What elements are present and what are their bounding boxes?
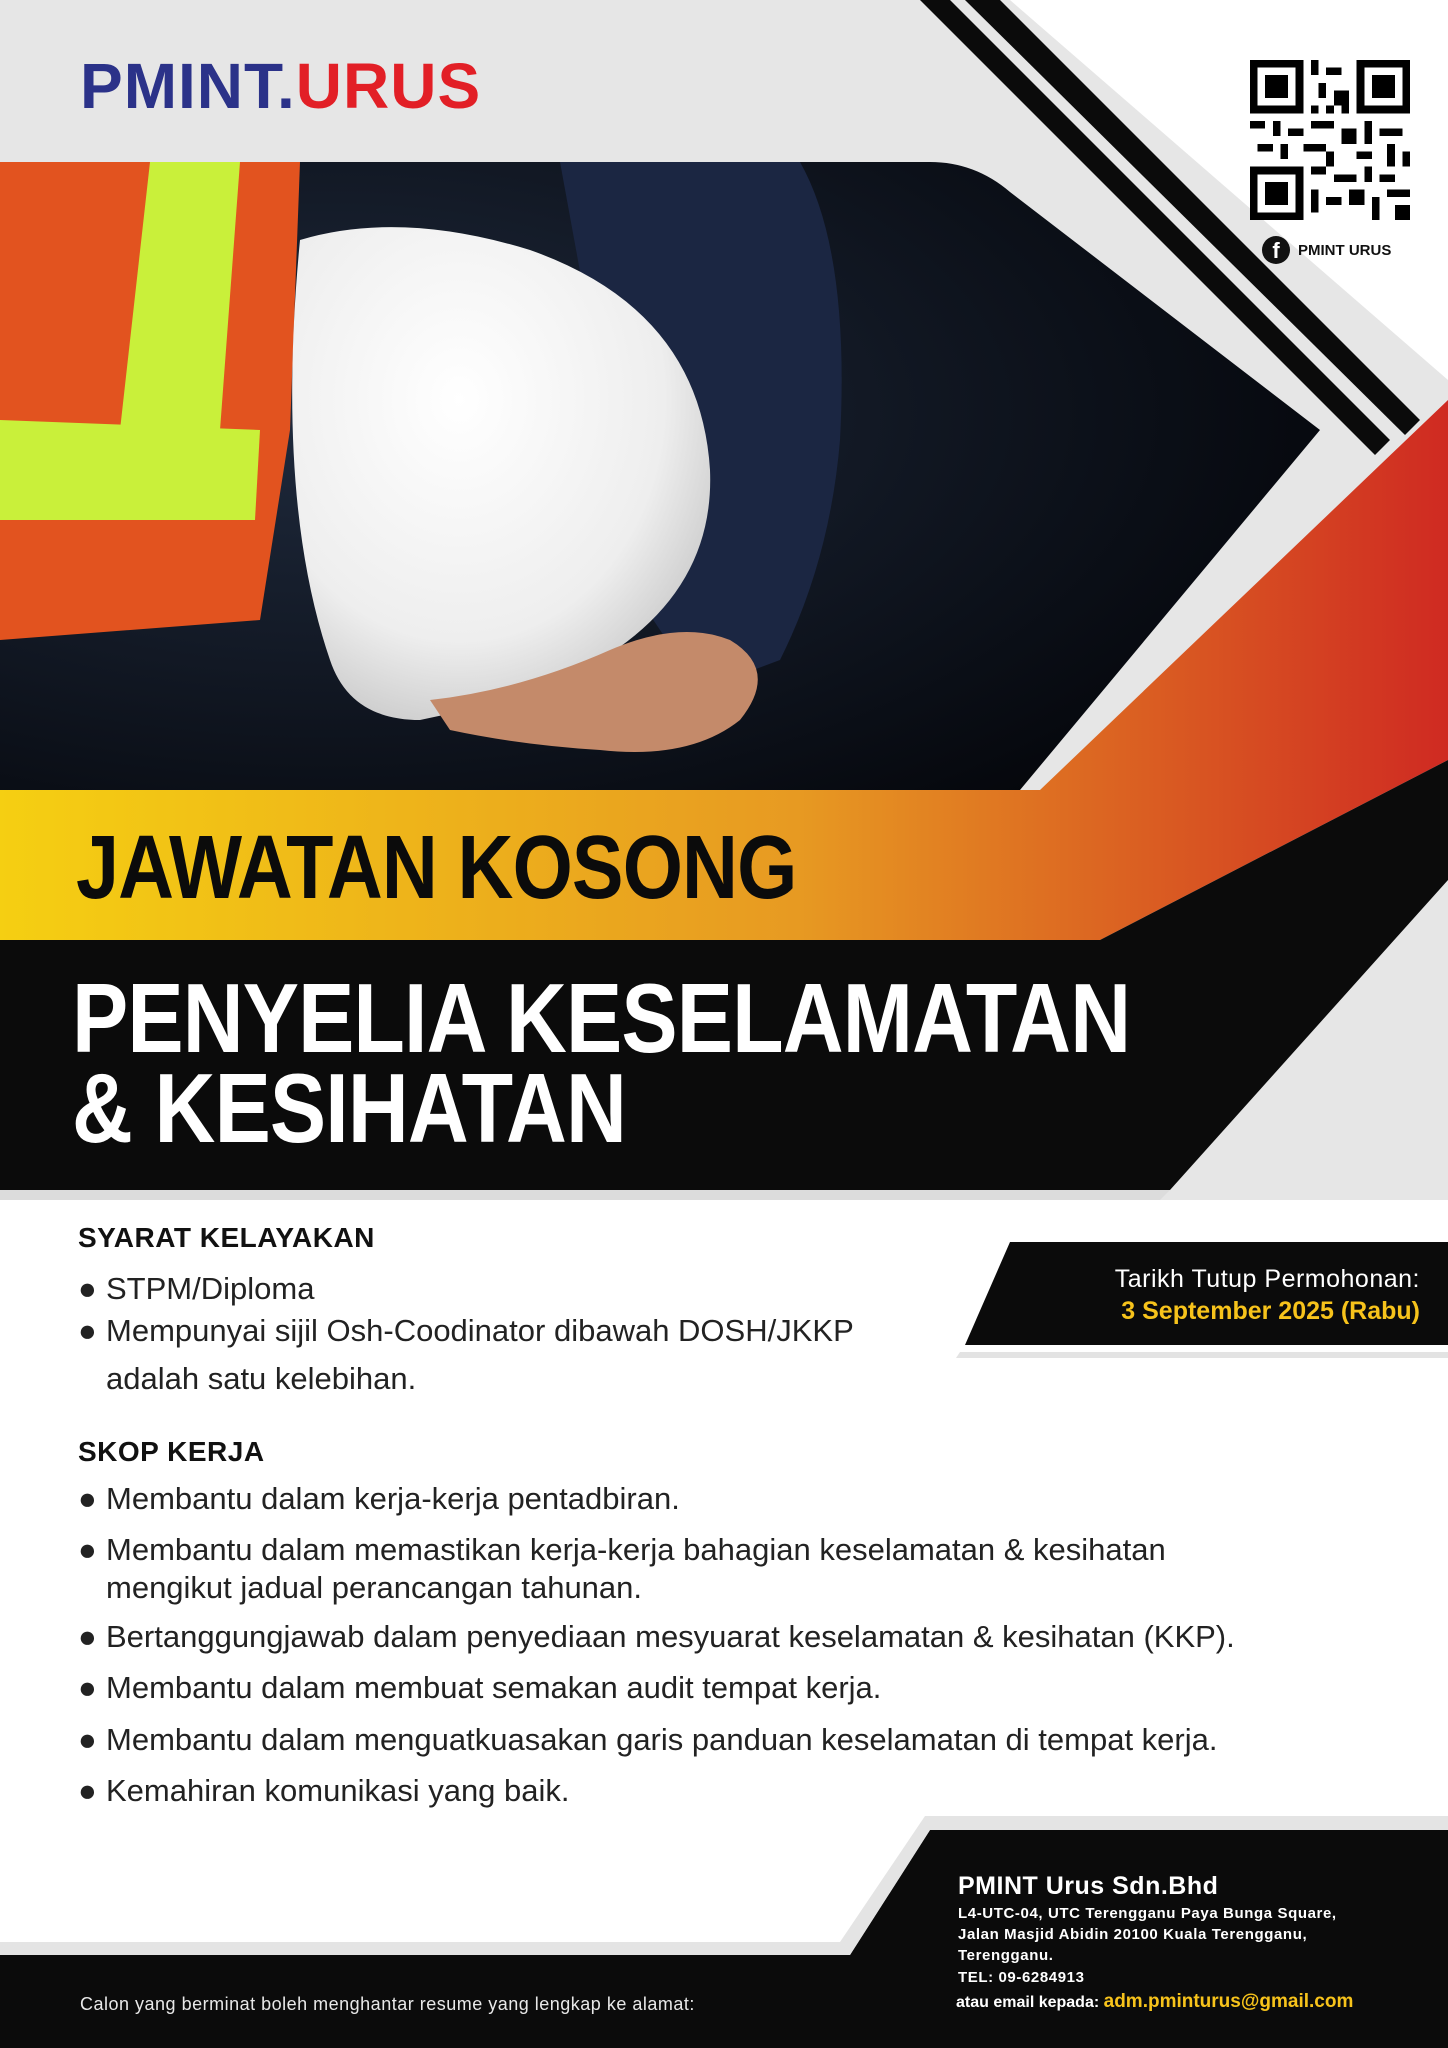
logo-part-1: PMINT bbox=[80, 50, 277, 122]
company-logo bbox=[80, 48, 481, 124]
email-line bbox=[956, 1991, 1353, 2013]
scope-item: ● Bertanggungjawab dalam penyediaan mesyuarat keselamatan & kesihatan (KKP). bbox=[78, 1619, 1235, 1654]
logo-dot: . bbox=[277, 50, 296, 122]
closing-date-label: Tarikh Tutup Permohonan: bbox=[1114, 1265, 1420, 1293]
logo-part-2: URUS bbox=[295, 50, 482, 122]
address-line: Jalan Masjid Abidin 20100 Kuala Terengganu, bbox=[958, 1926, 1308, 1943]
scope-item: ● Kemahiran komunikasi yang baik. bbox=[78, 1773, 570, 1808]
qr-code[interactable] bbox=[1250, 60, 1410, 220]
position-title-line-2: & KESIHATAN bbox=[72, 1053, 626, 1163]
requirements-heading: SYARAT KELAYAKAN bbox=[78, 1222, 375, 1253]
requirement-item: ● STPM/Diploma bbox=[78, 1271, 315, 1306]
company-name: PMINT Urus Sdn.Bhd bbox=[958, 1872, 1219, 1900]
scope-item: ● Membantu dalam memastikan kerja-kerja bahagian keselamatan & kesihatan mengikut jadual perancangan tahunan. bbox=[78, 1532, 1166, 1605]
address-line: Terengganu. bbox=[958, 1947, 1054, 1964]
address-line: L4-UTC-04, UTC Terengganu Paya Bunga Square, bbox=[958, 1905, 1337, 1922]
facebook-icon: f bbox=[1262, 236, 1290, 264]
scope-item: ● Membantu dalam kerja-kerja pentadbiran. bbox=[78, 1481, 680, 1516]
email-label: atau email kepada: bbox=[956, 1994, 1100, 2011]
scope-item: ● Membantu dalam membuat semakan audit tempat kerja. bbox=[78, 1670, 882, 1705]
closing-date: 3 September 2025 (Rabu) bbox=[1121, 1297, 1420, 1325]
facebook-label: PMINT URUS bbox=[1298, 241, 1392, 259]
position-title-line-1: PENYELIA KESELAMATAN bbox=[72, 963, 1131, 1073]
headline: JAWATAN KOSONG bbox=[76, 818, 797, 918]
apply-note: Calon yang berminat boleh menghantar resume yang lengkap ke alamat: bbox=[80, 1994, 695, 2014]
scope-heading: SKOP KERJA bbox=[78, 1436, 265, 1467]
email-address[interactable]: adm.pminturus@gmail.com bbox=[1103, 1991, 1354, 2012]
facebook-link[interactable] bbox=[1262, 236, 1391, 264]
phone-number: TEL: 09-6284913 bbox=[958, 1969, 1085, 1986]
requirement-item: ● Mempunyai sijil Osh-Coodinator dibawah DOSH/JKKP adalah satu kelebihan. bbox=[78, 1313, 854, 1396]
scope-item: ● Membantu dalam menguatkuasakan garis panduan keselamatan di tempat kerja. bbox=[78, 1722, 1218, 1757]
